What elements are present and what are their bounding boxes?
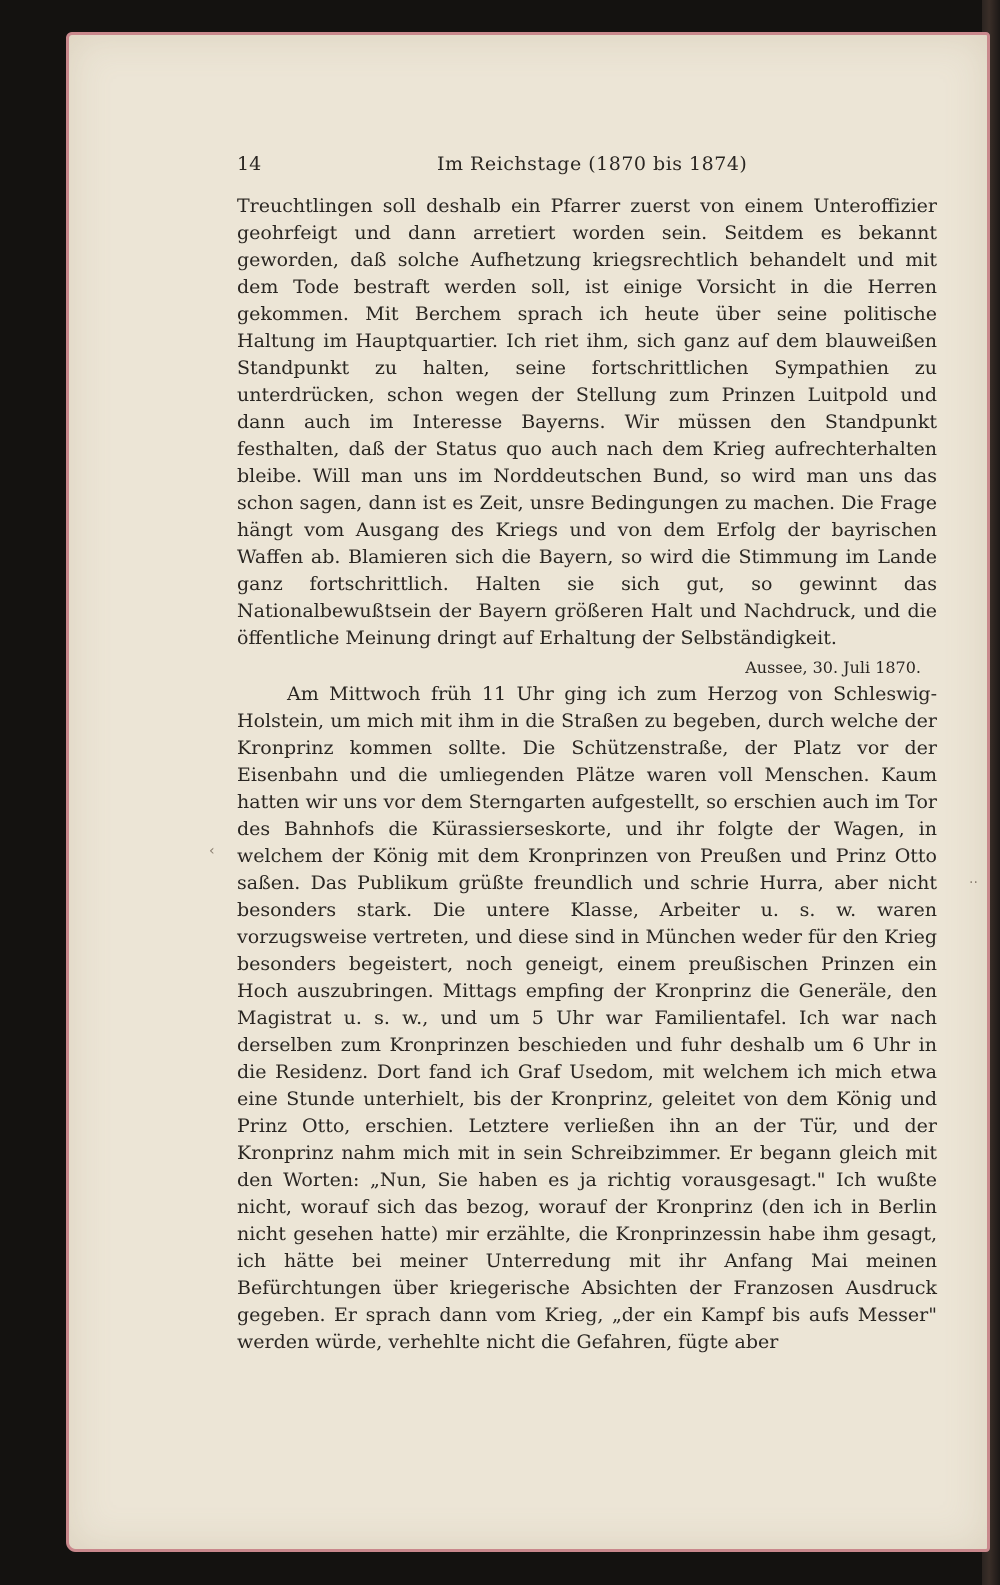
paragraph: Am Mittwoch früh 11 Uhr ging ich zum Herzog von Schleswig-Holstein, um mich mit ihm in die Straßen zu begeben, durch welche der Kronprinz kommen sollte. Die Schützenstraße, der Platz vor der Eisenbahn und die umliegenden Plätze waren voll Menschen. Kaum hatten wir uns vor dem Sterngarten aufgestellt, so erschien auch im Tor des Bahnhofs die Kürassierseskorte, und ihr folgte der Wagen, in welchem der König mit dem Kronprinzen von Preußen und Prinz Otto saßen. Das Publikum grüßte freundlich und schrie Hurra, aber nicht besonders stark. Die untere Klasse, Arbeiter u. s. w. waren vorzugsweise vertreten, und diese sind in München weder für den Krieg besonders begeistert, noch geneigt, einem preußischen Prinzen ein Hoch auszubringen. Mittags empfing der Kronprinz die Generäle, den Magistrat u. s. w., und um 5 Uhr war Familientafel. Ich war nach derselben zum Kronprinzen beschieden und fuhr deshalb um 6 Uhr in die Residenz. Dort fand ich Graf Usedom, mit welchem ich mich etwa eine Stunde unterhielt, bis der Kronprinz, geleitet von dem König und Prinz Otto, erschien. Letztere verließen ihn an der Tür, und der Kronprinz nahm mich mit in sein Schreibzimmer. Er begann gleich mit den Worten: „Nun, Sie haben es ja richtig vorausgesagt." Ich wußte nicht, worauf sich das bezog, worauf der Kronprinz (den ich in Berlin nicht gesehen hatte) mir erzählte, die Kronprinzessin habe ihm gesagt, ich hätte bei meiner Unterredung mit ihr Anfang Mai meinen Befürchtungen über kriegerische Absichten der Franzosen Ausdruck gegeben. Er sprach dann vom Krieg, „der ein Kampf bis aufs Messer" werden würde, verhehlte nicht die Gefahren, fügte aber — [237, 683, 937, 1353]
margin-speck: ‹ — [209, 843, 215, 859]
running-head — [237, 153, 937, 193]
dateline: Aussee, 30. Juli 1870. — [745, 658, 921, 677]
page-content — [237, 153, 937, 1356]
page-sheet — [66, 32, 990, 1552]
paragraph-continued: Treuchtlingen soll deshalb ein Pfarrer zuerst von einem Unteroffizier geohrfeigt und dann arretiert worden sein. Seitdem es bekannt geworden, daß solche Aufhetzung kriegsrechtlich behandelt und mit dem Tode bestraft werden soll, ist einige Vorsicht in die Herren gekommen. Mit Berchem sprach ich heute über seine politische Haltung im Hauptquartier. Ich riet ihm, sich ganz auf dem blauweißen Standpunkt zu halten, seine fortschrittlichen Sympathien zu unterdrücken, schon wegen der Stellung zum Prinzen Luitpold und dann auch im Interesse Bayerns. Wir müssen den Standpunkt festhalten, daß der Status quo auch nach dem Krieg aufrechterhalten bleibe. Will man uns im Norddeutschen Bund, so wird man uns das schon sagen, dann ist es Zeit, unsre Bedingungen zu machen. Die Frage hängt vom Ausgang des Kriegs und von dem Erfolg der bayrischen Waffen ab. Blamieren sich die Bayern, so wird die Stimmung im Lande ganz fortschrittlich. Halten sie sich gut, so gewinnt das Nationalbewußtsein der Bayern größeren Halt und Nachdruck, und die öffentliche Meinung dringt auf Erhaltung der Selbständigkeit. — [237, 195, 937, 649]
page-number: 14 — [237, 153, 262, 175]
running-title: Im Reichstage (1870 bis 1874) — [437, 153, 748, 175]
margin-speck: ·· — [969, 875, 978, 891]
body-text — [237, 193, 937, 1356]
